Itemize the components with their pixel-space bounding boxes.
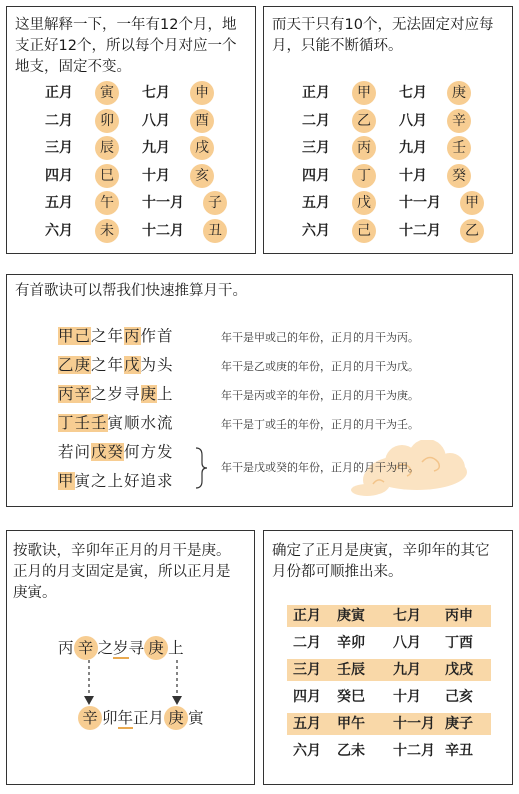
verse-text: 顺水流 <box>124 414 174 432</box>
verse-char: 丙 <box>58 639 74 657</box>
result-row <box>287 632 491 654</box>
verse-text: 寅 <box>107 414 125 432</box>
text-line: 支正好12个，所以每个月对应一个 <box>15 38 237 54</box>
stem-branch-circle: 乙 <box>460 219 484 243</box>
verse-stem: 乙庚 <box>58 356 92 374</box>
stem-branch-value: 癸巳 <box>337 689 365 705</box>
month-label: 十月 <box>393 689 421 705</box>
stem-branch-circle: 庚 <box>447 81 471 105</box>
result-row <box>287 713 491 735</box>
month-label: 十二月 <box>399 222 441 239</box>
stem-branch-value: 戊戌 <box>445 662 473 678</box>
result-char-highlight: 辛 <box>78 706 102 730</box>
month-label: 四月 <box>302 167 330 184</box>
month-label: 八月 <box>399 112 427 129</box>
panel-heavenly-stems <box>263 6 513 254</box>
result-char-underline: 年 <box>117 709 134 727</box>
month-label: 八月 <box>142 112 170 129</box>
verse-char-highlight: 辛 <box>74 636 98 660</box>
month-label: 六月 <box>45 222 73 239</box>
stem-branch-circle: 丑 <box>203 219 227 243</box>
stem-branch-circle: 申 <box>190 81 214 105</box>
verse-char: 之 <box>97 639 114 657</box>
text-line: 月份都可顺推出来。 <box>272 564 403 580</box>
stem-branch-circle: 子 <box>203 191 227 215</box>
month-label: 三月 <box>302 140 330 156</box>
brace-icon <box>194 447 208 489</box>
month-row <box>7 109 255 133</box>
stem-branch-value: 甲午 <box>337 716 365 732</box>
stem-branch-circle: 乙 <box>352 109 376 133</box>
verse-line-1 <box>58 325 174 347</box>
stem-branch-circle: 酉 <box>190 109 214 133</box>
result-row <box>287 605 491 627</box>
stem-branch-circle: 未 <box>95 219 119 243</box>
month-label: 正月 <box>293 608 321 624</box>
text-line: 月，只能不断循环。 <box>272 38 403 54</box>
stem-branch-circle: 辰 <box>95 136 119 160</box>
result-char: 寅 <box>188 709 204 727</box>
month-row <box>7 136 255 160</box>
verse-stem: 戊癸 <box>91 443 125 461</box>
stem-branch-value: 丁酉 <box>445 635 473 651</box>
verse-char: 寻 <box>128 639 145 657</box>
explanation-4: 年干是丁或壬的年份，正月的月干为壬。 <box>221 418 419 431</box>
stem-branch-circle: 癸 <box>447 164 471 188</box>
verse-stem: 庚 <box>140 385 158 403</box>
month-label: 二月 <box>45 112 73 129</box>
stem-branch-circle: 丁 <box>352 164 376 188</box>
month-label: 正月 <box>45 85 73 101</box>
verse-text: 为头 <box>140 356 174 374</box>
stem-branch-value: 壬辰 <box>337 662 365 678</box>
verse-text: 之年 <box>91 356 125 374</box>
result-char: 卯 <box>102 709 118 727</box>
result-row <box>287 686 491 708</box>
verse-line-6 <box>58 470 174 492</box>
month-label: 十一月 <box>393 716 435 732</box>
month-label: 十月 <box>142 167 170 184</box>
month-row <box>264 81 512 105</box>
text-line: 确定了正月是庚寅，辛卯年的其它 <box>272 543 490 559</box>
result-char-highlight: 庚 <box>164 706 188 730</box>
verse-text: 之年 <box>91 327 125 345</box>
stem-branch-value: 辛丑 <box>445 743 473 759</box>
month-label: 二月 <box>293 635 321 651</box>
verse-char-underline: 岁 <box>113 639 129 657</box>
stem-branch-value: 丙申 <box>445 608 473 624</box>
month-label: 四月 <box>45 167 73 184</box>
verse-text: 何方发 <box>124 443 174 461</box>
month-label: 七月 <box>393 608 421 624</box>
month-label: 三月 <box>45 140 73 156</box>
verse-text: 上 <box>157 385 174 403</box>
month-label: 九月 <box>142 140 170 156</box>
text-line: 这里解释一下，一年有12个月，地 <box>15 17 237 33</box>
month-label: 十二月 <box>142 222 184 239</box>
example-verse <box>58 636 184 658</box>
stem-branch-value: 辛卯 <box>337 635 365 651</box>
explanation-1: 年干是甲或己的年份，正月的月干为丙。 <box>221 331 419 344</box>
month-label: 十二月 <box>393 743 435 759</box>
stem-branch-circle: 戊 <box>352 191 376 215</box>
verse-char-highlight: 庚 <box>144 636 168 660</box>
text-line: 地支，固定不变。 <box>15 59 131 75</box>
explanation-3: 年干是丙或辛的年份，正月的月干为庚。 <box>221 389 419 402</box>
verse-text: 之岁寻 <box>91 385 141 403</box>
stem-branch-value: 庚寅 <box>337 608 365 624</box>
stem-branch-circle: 巳 <box>95 164 119 188</box>
month-label: 正月 <box>302 85 330 101</box>
verse-stem: 丙辛 <box>58 385 92 403</box>
arrow-down-icon <box>82 660 96 706</box>
stem-branch-circle: 寅 <box>95 81 119 105</box>
month-label: 五月 <box>45 195 73 211</box>
month-label: 十一月 <box>142 195 184 211</box>
stem-branch-circle: 壬 <box>447 136 471 160</box>
text-line: 而天干只有10个，无法固定对应每 <box>272 17 494 33</box>
verse-text: 作首 <box>140 327 174 345</box>
month-label: 九月 <box>393 662 421 678</box>
month-label: 十月 <box>399 167 427 184</box>
text-line: 庚寅。 <box>13 585 57 601</box>
stem-branch-circle: 午 <box>95 191 119 215</box>
month-label: 八月 <box>393 635 421 651</box>
stem-branch-circle: 辛 <box>447 109 471 133</box>
stem-branch-value: 己亥 <box>445 689 473 705</box>
stem-branch-circle: 甲 <box>460 191 484 215</box>
stem-branch-value: 乙未 <box>337 743 365 759</box>
month-row <box>7 164 255 188</box>
panel-earthly-branches <box>6 6 256 254</box>
example-result <box>78 706 204 728</box>
verse-stem: 甲己 <box>58 327 92 345</box>
stem-branch-circle: 己 <box>352 219 376 243</box>
verse-text: 寅之上好追求 <box>74 472 174 490</box>
verse-stem: 戊 <box>124 356 141 374</box>
month-row <box>264 191 512 215</box>
month-label: 六月 <box>293 743 321 759</box>
month-label: 三月 <box>293 662 321 678</box>
month-row <box>7 81 255 105</box>
month-label: 六月 <box>302 222 330 239</box>
month-label: 五月 <box>302 195 330 211</box>
panel3-title: 有首歌诀可以帮我们快速推算月干。 <box>15 283 247 299</box>
month-label: 九月 <box>399 140 427 156</box>
stem-branch-circle: 丙 <box>352 136 376 160</box>
verse-stem: 丙 <box>124 327 141 345</box>
stem-branch-circle: 卯 <box>95 109 119 133</box>
panel2-text <box>272 15 493 57</box>
stem-branch-circle: 亥 <box>190 164 214 188</box>
stem-branch-circle: 甲 <box>352 81 376 105</box>
month-row <box>7 219 255 243</box>
result-row <box>287 659 491 681</box>
month-label: 十一月 <box>399 195 441 211</box>
stem-branch-circle: 戌 <box>190 136 214 160</box>
verse-line-4 <box>58 412 174 434</box>
verse-char: 上 <box>168 639 184 657</box>
result-row <box>287 740 491 762</box>
month-label: 七月 <box>142 85 170 101</box>
month-row <box>264 109 512 133</box>
month-row <box>264 219 512 243</box>
verse-line-2 <box>58 354 174 376</box>
month-label: 四月 <box>293 689 321 705</box>
verse-text: 若问 <box>58 443 92 461</box>
arrow-down-icon <box>170 660 184 706</box>
panel5-text <box>272 541 490 583</box>
verse-stem: 甲 <box>58 472 75 490</box>
result-char: 正 <box>133 709 149 727</box>
text-line: 按歌诀，辛卯年正月的月干是庚。 <box>13 543 231 559</box>
month-label: 七月 <box>399 85 427 101</box>
panel1-text <box>15 15 236 78</box>
verse-line-5 <box>58 441 174 463</box>
verse-line-3 <box>58 383 174 405</box>
month-row <box>264 136 512 160</box>
explanation-5: 年干是戊或癸的年份，正月的月干为甲。 <box>221 461 419 474</box>
text-line: 正月的月支固定是寅，所以正月是 <box>13 564 231 580</box>
panel4-text <box>13 541 231 604</box>
stem-branch-value: 庚子 <box>445 716 473 732</box>
result-char: 月 <box>148 709 165 727</box>
month-label: 二月 <box>302 112 330 129</box>
verse-stem: 壬 <box>91 414 108 432</box>
month-label: 五月 <box>293 716 321 732</box>
month-row <box>264 164 512 188</box>
explanation-2: 年干是乙或庚的年份，正月的月干为戊。 <box>221 360 419 373</box>
month-row <box>7 191 255 215</box>
verse-stem: 丁壬 <box>58 414 92 432</box>
